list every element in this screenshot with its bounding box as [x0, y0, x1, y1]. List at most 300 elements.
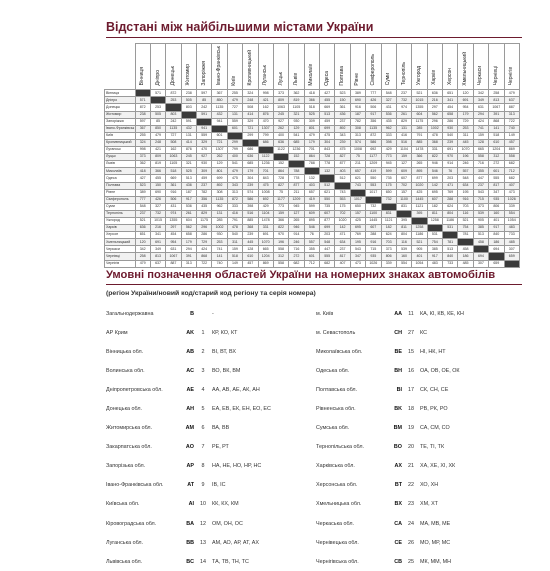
region-name: Чернівецька обл. — [316, 539, 359, 546]
row-header: Суми — [105, 203, 136, 210]
table-cell: 553 — [335, 196, 350, 203]
table-cell: 366 — [273, 217, 288, 224]
table-cell: 735 — [381, 175, 396, 182]
table-cell: 877 — [320, 217, 335, 224]
table-cell — [458, 239, 473, 246]
table-cell — [427, 225, 442, 232]
table-cell: 521 — [412, 239, 427, 246]
table-cell: 1177 — [273, 196, 288, 203]
table-cell: 694 — [489, 246, 504, 253]
table-cell: 946 — [427, 161, 442, 168]
old-codes: МА, МВ, МЕ — [420, 520, 451, 527]
table-cell: 945 — [381, 161, 396, 168]
table-cell: 801 — [304, 125, 319, 132]
table-cell: 355 — [473, 168, 488, 175]
table-cell: 237 — [396, 90, 411, 97]
column-header-label: Кропивницький — [246, 49, 253, 86]
table-cell: 597 — [135, 118, 150, 125]
table-cell: 562 — [181, 225, 196, 232]
table-cell: 876 — [181, 147, 196, 154]
table-cell: 321 — [181, 161, 196, 168]
region-name: Херсонська обл. — [316, 482, 358, 489]
region-name: Хмельницька обл. — [316, 501, 362, 508]
table-cell: 131 — [212, 210, 227, 217]
table-cell: 398 — [381, 139, 396, 146]
table-cell: 607 — [427, 196, 442, 203]
distance-table-header — [105, 44, 520, 90]
table-cell: 1175 — [197, 217, 212, 224]
table-cell: 743 — [335, 189, 350, 196]
table-cell: 548 — [381, 90, 396, 97]
table-cell: 239 — [243, 232, 258, 239]
table-cell: 827 — [273, 182, 288, 189]
table-cell: 954 — [166, 239, 181, 246]
table-cell: 1067 — [489, 104, 504, 111]
table-cell: 416 — [396, 132, 411, 139]
table-cell: 541 — [227, 161, 242, 168]
table-cell: 516 — [243, 210, 258, 217]
table-cell: 265 — [412, 161, 427, 168]
table-cell: 403 — [335, 168, 350, 175]
list-item — [106, 457, 316, 476]
region-name: Київська обл. — [106, 501, 140, 508]
old-codes: ОА, ОВ, ОЕ, ОК — [420, 367, 460, 374]
table-cell: 657 — [350, 168, 365, 175]
column-header — [197, 44, 212, 90]
table-cell — [243, 139, 258, 146]
table-cell: 799 — [227, 147, 242, 154]
table-cell: 455 — [150, 175, 165, 182]
region-number: 22 — [408, 482, 414, 489]
plate-code: BO — [393, 444, 402, 451]
table-cell: 1122 — [258, 154, 273, 161]
table-cell: 729 — [197, 239, 212, 246]
region-name: Житомирська обл. — [106, 425, 153, 432]
table-cell: 829 — [197, 210, 212, 217]
table-cell: 523 — [135, 182, 150, 189]
column-header-label: Вінниця — [139, 66, 146, 86]
table-row — [105, 97, 520, 104]
table-cell: 329 — [197, 139, 212, 146]
table-cell: 571 — [150, 90, 165, 97]
table-cell: 885 — [243, 217, 258, 224]
table-cell: 811 — [427, 210, 442, 217]
table-cell: 1105 — [166, 161, 181, 168]
table-cell: 426 — [150, 196, 165, 203]
table-cell: 686 — [243, 147, 258, 154]
table-cell: 304 — [243, 175, 258, 182]
table-cell: 149 — [227, 260, 242, 267]
table-cell: 150 — [150, 182, 165, 189]
table-cell: 418 — [304, 90, 319, 97]
table-cell: 238 — [135, 111, 150, 118]
table-cell: 850 — [212, 97, 227, 104]
region-number: 6 — [201, 425, 205, 432]
list-item — [106, 438, 316, 457]
table-cell: 414 — [181, 139, 196, 146]
table-cell: 331 — [427, 147, 442, 154]
table-cell: 1121 — [381, 217, 396, 224]
table-cell: 76 — [443, 168, 458, 175]
table-cell: 196 — [273, 239, 288, 246]
row-header: Черкаси — [105, 246, 136, 253]
plate-codes-list — [106, 304, 526, 571]
table-cell: 470 — [197, 147, 212, 154]
table-cell: 367 — [135, 125, 150, 132]
table-cell: 427 — [135, 175, 150, 182]
table-cell: 806 — [381, 253, 396, 260]
table-cell: 604 — [181, 217, 196, 224]
region-name: м. Севастополь — [316, 329, 356, 336]
table-cell: 389 — [135, 189, 150, 196]
table-cell: 429 — [381, 147, 396, 154]
column-header-label: Миколаїв — [308, 63, 315, 86]
plate-code: BE — [394, 348, 402, 355]
table-cell: 557 — [304, 239, 319, 246]
table-cell: 887 — [504, 104, 520, 111]
table-cell: 400 — [273, 132, 288, 139]
table-cell: 732 — [396, 97, 411, 104]
region-name: Вінницька обл. — [106, 348, 144, 355]
table-cell: 373 — [273, 90, 288, 97]
table-cell: 237 — [473, 182, 488, 189]
table-cell: 843 — [258, 175, 273, 182]
table-cell: 366 — [304, 97, 319, 104]
table-row — [105, 232, 520, 239]
table-cell: 872 — [135, 104, 150, 111]
table-cell: 182 — [381, 225, 396, 232]
list-item — [106, 476, 316, 495]
table-cell: 665 — [258, 246, 273, 253]
table-cell: 518 — [489, 132, 504, 139]
table-cell: 508 — [166, 139, 181, 146]
table-cell: 321 — [289, 111, 304, 118]
table-cell: 998 — [135, 147, 150, 154]
table-cell: 531 — [427, 232, 442, 239]
table-cell: 558 — [504, 154, 520, 161]
table-cell: 543 — [350, 246, 365, 253]
column-header-label: Хмельницький — [462, 51, 469, 86]
table-cell: 141 — [212, 253, 227, 260]
old-codes: НІ, НК, НТ — [420, 348, 446, 355]
table-cell: 699 — [320, 225, 335, 232]
table-cell: 685 — [289, 139, 304, 146]
table-cell: 159 — [396, 154, 411, 161]
table-cell: 419 — [304, 196, 319, 203]
table-cell: 665 — [473, 147, 488, 154]
column-header — [212, 44, 227, 90]
table-cell: 801 — [212, 168, 227, 175]
region-number: 4 — [201, 386, 205, 393]
list-item — [106, 304, 316, 323]
table-cell: 258 — [135, 253, 150, 260]
row-header: Луцьк — [105, 154, 136, 161]
table-cell: 431 — [381, 104, 396, 111]
table-cell: 621 — [320, 189, 335, 196]
table-cell: 892 — [212, 182, 227, 189]
table-cell: 591 — [197, 111, 212, 118]
table-cell: 1020 — [335, 217, 350, 224]
table-cell: 304 — [320, 139, 335, 146]
table-cell: 237 — [335, 246, 350, 253]
table-cell: 128 — [473, 139, 488, 146]
table-row — [105, 196, 520, 203]
region-number: 7 — [201, 444, 205, 451]
table-cell: 1258 — [412, 225, 427, 232]
table-cell: 732 — [366, 203, 381, 210]
table-cell: 927 — [197, 154, 212, 161]
table-cell: 367 — [212, 90, 227, 97]
column-header — [412, 44, 427, 90]
row-header: Полтава — [105, 182, 136, 189]
old-codes: ТА, ТВ, ТН, ТС — [212, 558, 249, 565]
region-number: 24 — [408, 520, 414, 527]
region-name: Одеська обл. — [316, 367, 350, 374]
table-cell: 203 — [320, 232, 335, 239]
table-cell: 327 — [150, 203, 165, 210]
table-cell: 702 — [335, 210, 350, 217]
table-cell: 806 — [489, 203, 504, 210]
region-name: Івано-Франківська обл. — [106, 482, 164, 489]
list-item — [106, 552, 316, 571]
table-cell: 541 — [289, 132, 304, 139]
table-cell: 788 — [289, 168, 304, 175]
table-cell: 732 — [381, 196, 396, 203]
table-cell: 1015 — [150, 217, 165, 224]
table-cell: 574 — [243, 189, 258, 196]
table-cell: 941 — [212, 118, 227, 125]
list-item — [106, 533, 316, 552]
table-cell: 432 — [212, 111, 227, 118]
column-header — [181, 44, 196, 90]
region-name: Харківська обл. — [316, 463, 355, 470]
table-cell: 895 — [412, 168, 427, 175]
column-header — [243, 44, 258, 90]
table-cell: 131 — [227, 111, 242, 118]
table-cell: 294 — [181, 246, 196, 253]
table-cell: 347 — [350, 253, 365, 260]
plate-code: BM — [393, 425, 402, 432]
table-cell: 840 — [489, 232, 504, 239]
column-header-label: Черкаси — [477, 66, 484, 86]
column-header — [443, 44, 458, 90]
table-cell: 917 — [181, 196, 196, 203]
table-cell: 196 — [458, 154, 473, 161]
table-cell: 1135 — [366, 125, 381, 132]
table-cell: 159 — [273, 210, 288, 217]
column-header — [166, 44, 181, 90]
plate-code: AK — [186, 329, 194, 336]
table-cell: 531 — [443, 225, 458, 232]
table-cell: 331 — [258, 225, 273, 232]
table-cell: 637 — [150, 260, 165, 267]
table-cell: 179 — [458, 111, 473, 118]
table-cell: 1445 — [366, 217, 381, 224]
table-cell: 601 — [227, 125, 242, 132]
table-cell: 427 — [320, 90, 335, 97]
table-row — [105, 125, 520, 132]
table-cell: 869 — [504, 147, 520, 154]
region-number: 11 — [408, 310, 414, 317]
region-name: Полтавська обл. — [316, 386, 358, 393]
table-cell: 333 — [227, 203, 242, 210]
table-cell: 970 — [443, 154, 458, 161]
region-number: 1 — [201, 329, 205, 336]
table-cell: 548 — [135, 203, 150, 210]
table-row — [105, 189, 520, 196]
table-cell: 179 — [243, 168, 258, 175]
old-codes: РЕ, РТ — [212, 444, 229, 451]
plates-title: Умовні позначення областей України на номерних знаках автомобілів — [106, 269, 496, 281]
table-row — [105, 210, 520, 217]
table-cell: 253 — [150, 104, 165, 111]
table-cell: 601 — [212, 132, 227, 139]
table-cell: 373 — [473, 203, 488, 210]
table-cell: 740 — [504, 125, 520, 132]
table-cell: 1445 — [412, 196, 427, 203]
table-cell: 553 — [366, 182, 381, 189]
old-codes: ІВ, ІС — [212, 482, 226, 489]
table-row — [105, 104, 520, 111]
row-header: Дніпро — [105, 97, 136, 104]
table-cell: 694 — [473, 253, 488, 260]
list-item — [316, 457, 526, 476]
table-cell: 555 — [320, 253, 335, 260]
table-cell: 299 — [243, 132, 258, 139]
table-cell: 887 — [166, 260, 181, 267]
table-cell: 341 — [443, 97, 458, 104]
table-cell: 246 — [289, 239, 304, 246]
table-cell: 715 — [473, 196, 488, 203]
table-cell: 521 — [412, 90, 427, 97]
old-codes: ВО, ВК, ВМ — [212, 367, 241, 374]
table-cell: 843 — [320, 147, 335, 154]
table-cell: 366 — [412, 154, 427, 161]
column-header — [427, 44, 442, 90]
table-cell: 916 — [366, 239, 381, 246]
table-cell: 1104 — [396, 147, 411, 154]
table-corner — [105, 44, 136, 90]
table-cell: 701 — [304, 147, 319, 154]
plate-codes-left-column — [106, 304, 316, 571]
column-header-label: Ужгород — [415, 66, 422, 86]
plate-code: CE — [394, 539, 402, 546]
table-cell: 485 — [504, 239, 520, 246]
table-cell: 407 — [504, 182, 520, 189]
list-item — [316, 552, 526, 571]
table-cell: 454 — [166, 232, 181, 239]
column-header — [150, 44, 165, 90]
table-cell: 651 — [135, 232, 150, 239]
table-cell: 877 — [289, 182, 304, 189]
table-cell: 634 — [335, 239, 350, 246]
table-cell: 361 — [166, 182, 181, 189]
table-cell: 735 — [320, 203, 335, 210]
table-cell — [412, 217, 427, 224]
table-cell: 1307 — [212, 147, 227, 154]
table-cell: 324 — [135, 139, 150, 146]
table-cell: 692 — [258, 196, 273, 203]
region-name: Запорізька обл. — [106, 463, 146, 470]
table-cell: 799 — [258, 132, 273, 139]
table-cell: 195 — [458, 189, 473, 196]
table-cell: 401 — [489, 217, 504, 224]
table-cell: 703 — [458, 203, 473, 210]
table-cell: 395 — [396, 217, 411, 224]
table-cell: 885 — [412, 139, 427, 146]
table-cell: 175 — [381, 182, 396, 189]
table-cell: 152 — [273, 161, 288, 168]
table-cell: 129 — [212, 161, 227, 168]
row-header: Запоріжжя — [105, 118, 136, 125]
table-cell: 685 — [243, 161, 258, 168]
old-codes: КА, КІ, КВ, КЕ, КН — [420, 310, 464, 317]
row-header: Миколаїв — [105, 168, 136, 175]
plate-code: AB — [186, 348, 194, 355]
table-cell — [504, 260, 520, 267]
table-cell: 248 — [150, 139, 165, 146]
old-codes: ВІ, ВТ, ВХ — [212, 348, 236, 355]
table-cell: 550 — [320, 196, 335, 203]
table-cell: 128 — [243, 246, 258, 253]
table-cell: 512 — [335, 175, 350, 182]
table-cell: 809 — [150, 154, 165, 161]
table-cell: 479 — [504, 90, 520, 97]
table-cell: 395 — [412, 210, 427, 217]
table-cell: 703 — [381, 239, 396, 246]
plates-divider — [106, 284, 522, 285]
table-cell: 754 — [458, 225, 473, 232]
table-cell: 429 — [258, 203, 273, 210]
table-cell: 974 — [166, 210, 181, 217]
table-cell: 521 — [458, 217, 473, 224]
plate-code: AT — [187, 482, 194, 489]
region-number: 15 — [408, 348, 414, 355]
table-cell: 391 — [489, 111, 504, 118]
table-cell: 261 — [396, 111, 411, 118]
table-row — [105, 246, 520, 253]
table-cell: 591 — [181, 118, 196, 125]
table-cell: 554 — [504, 210, 520, 217]
table-cell: 309 — [197, 168, 212, 175]
table-cell: 557 — [458, 168, 473, 175]
table-cell: 1070 — [458, 147, 473, 154]
table-cell: 831 — [396, 203, 411, 210]
region-number: 18 — [408, 406, 414, 413]
table-cell: 308 — [212, 189, 227, 196]
table-cell: 516 — [396, 139, 411, 146]
table-cell: 571 — [135, 97, 150, 104]
table-cell: 1104 — [258, 210, 273, 217]
table-cell: 691 — [258, 232, 273, 239]
table-cell: 558 — [473, 154, 488, 161]
table-cell: 743 — [350, 182, 365, 189]
region-number: 14 — [200, 558, 206, 565]
table-cell: 722 — [197, 260, 212, 267]
column-header — [273, 44, 288, 90]
column-header-label: Тернопіль — [400, 62, 407, 86]
table-row — [105, 161, 520, 168]
table-cell: 175 — [335, 203, 350, 210]
table-cell: 701 — [258, 168, 273, 175]
table-row — [105, 203, 520, 210]
table-cell: 636 — [427, 90, 442, 97]
table-cell: 945 — [289, 203, 304, 210]
old-codes: ЕА, ЕВ, ЕК, ЕН, ЕО, ЕС — [212, 406, 271, 413]
column-header-label: Одеса — [323, 70, 330, 86]
list-item — [106, 495, 316, 514]
table-cell: 1209 — [289, 196, 304, 203]
